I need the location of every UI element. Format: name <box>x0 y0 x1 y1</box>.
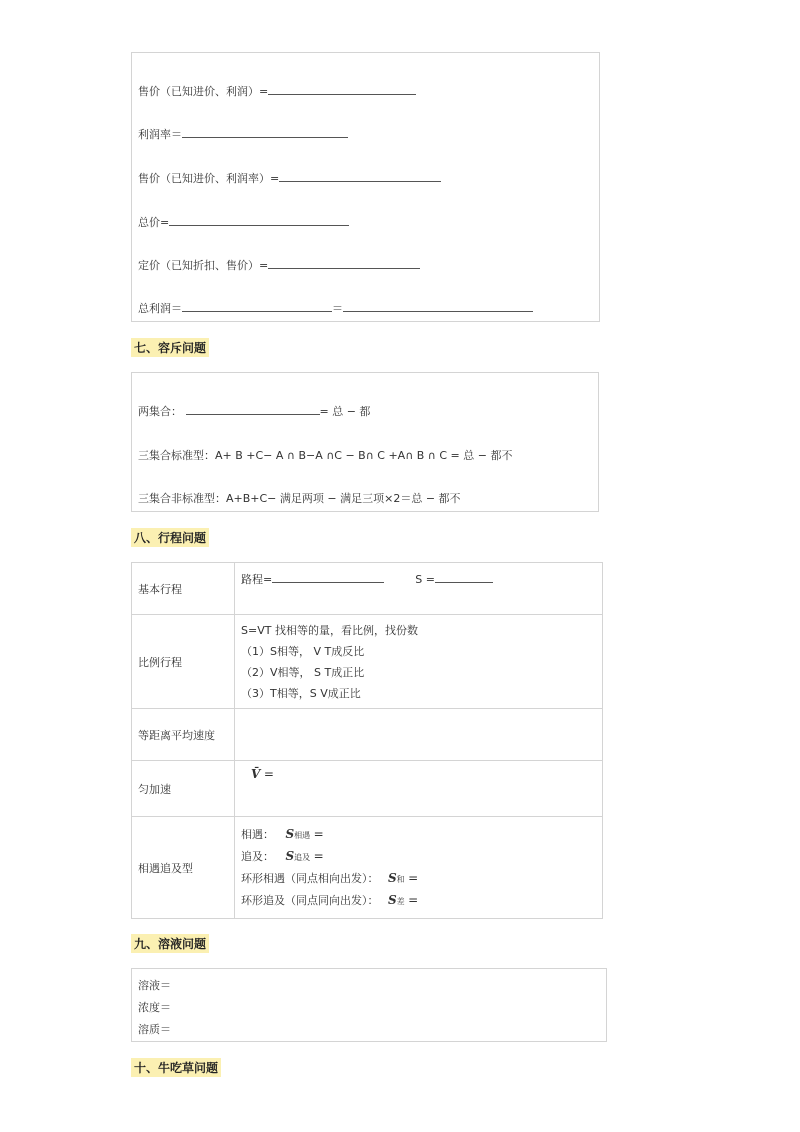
distance-label: 路程= <box>241 573 273 586</box>
subscript: 追及 <box>294 852 311 862</box>
v-bar-symbol: V̄ <box>251 767 261 781</box>
table-row <box>132 761 603 817</box>
s-symbol: S <box>285 826 295 841</box>
subscript: 和 <box>396 874 405 884</box>
section-heading-9: 九、溶液问题 <box>131 934 209 953</box>
meet-label: 相遇： <box>241 827 274 841</box>
solute-line: 溶质＝ <box>138 1023 171 1036</box>
blank <box>268 84 416 95</box>
profit-line-5 <box>138 257 420 273</box>
table-row <box>132 817 603 919</box>
profit-line-6 <box>138 300 533 316</box>
table-row <box>132 709 603 761</box>
profit-line-4 <box>138 214 349 230</box>
table-row <box>132 615 603 709</box>
blank <box>435 572 493 583</box>
profit-line-6-label: 总利润＝ <box>138 302 182 315</box>
ring-meet-line <box>241 868 602 890</box>
s-symbol: S <box>388 892 397 907</box>
row-content-uniform-accel <box>235 761 603 817</box>
row-label-ratio: 比例行程 <box>132 615 235 709</box>
two-set-label: 两集合： <box>138 405 182 418</box>
profit-line-3 <box>138 170 441 186</box>
blank <box>279 171 441 182</box>
row-label-basic: 基本行程 <box>132 563 235 615</box>
subscript: 差 <box>396 896 405 906</box>
section-heading-7: 七、容斥问题 <box>131 338 209 357</box>
profit-line-6-eq: ＝ <box>332 302 343 315</box>
table-row <box>132 563 603 615</box>
ratio-line: （2）V相等， S T成正比 <box>241 665 365 679</box>
row-label-avg-speed: 等距离平均速度 <box>132 709 235 761</box>
blank <box>268 258 420 269</box>
chase-line <box>241 846 602 868</box>
two-set-rest: = 总 − 都 <box>319 405 371 418</box>
profit-line-2 <box>138 126 348 142</box>
equals-sign: = <box>408 870 419 885</box>
profit-line-2-label: 利润率＝ <box>138 128 182 141</box>
blank <box>343 301 533 312</box>
solution-line: 溶液＝ <box>138 979 171 992</box>
ratio-line: （3）T相等，S V成正比 <box>241 686 361 700</box>
row-label-meet-chase: 相遇追及型 <box>132 817 235 919</box>
ratio-line: S=VT 找相等的量，看比例，找份数 <box>241 623 418 637</box>
meet-line <box>241 824 602 846</box>
ratio-line: （1）S相等， V T成反比 <box>241 644 365 658</box>
profit-line-5-label: 定价（已知折扣、售价）= <box>138 259 269 272</box>
equals-sign: = <box>263 767 274 781</box>
subscript: 相遇 <box>294 830 311 840</box>
s-symbol: S <box>388 870 397 885</box>
row-label-uniform-accel: 匀加速 <box>132 761 235 817</box>
two-set-line <box>138 403 370 419</box>
concentration-line: 浓度＝ <box>138 1001 171 1014</box>
travel-problem-table <box>131 562 603 919</box>
row-content-meet-chase <box>235 817 603 919</box>
blank <box>182 301 332 312</box>
ring-chase-line <box>241 890 602 912</box>
profit-line-1 <box>138 83 416 99</box>
s-label: S = <box>415 573 435 586</box>
section-heading-10: 十、牛吃草问题 <box>131 1058 221 1077</box>
blank <box>169 215 349 226</box>
three-set-standard-line: 三集合标准型：A+ B +C− A ∩ B−A ∩C − B∩ C +A∩ B ∩ C = 总 − 都不 <box>138 449 513 462</box>
profit-line-3-label: 售价（已知进价、利润率）= <box>138 172 280 185</box>
row-content-basic <box>235 563 603 615</box>
equals-sign: = <box>408 892 419 907</box>
equals-sign: = <box>313 848 324 863</box>
profit-formula-box <box>131 52 600 322</box>
blank <box>272 572 384 583</box>
inclusion-exclusion-box <box>131 372 599 512</box>
row-content-ratio <box>235 615 603 709</box>
s-symbol: S <box>285 848 295 863</box>
blank <box>186 404 320 415</box>
section-heading-8: 八、行程问题 <box>131 528 209 547</box>
ring-meet-label: 环形相遇（同点相向出发）： <box>241 871 379 885</box>
blank <box>182 127 348 138</box>
equals-sign: = <box>313 826 324 841</box>
profit-line-4-label: 总价= <box>138 216 170 229</box>
profit-line-1-label: 售价（已知进价、利润）= <box>138 85 269 98</box>
solution-box <box>131 968 607 1042</box>
ring-chase-label: 环形追及（同点同向出发）： <box>241 893 379 907</box>
chase-label: 追及： <box>241 849 274 863</box>
three-set-nonstandard-line: 三集合非标准型：A+B+C− 满足两项 − 满足三项×2＝总 − 都不 <box>138 492 461 505</box>
row-content-avg-speed <box>235 709 603 761</box>
